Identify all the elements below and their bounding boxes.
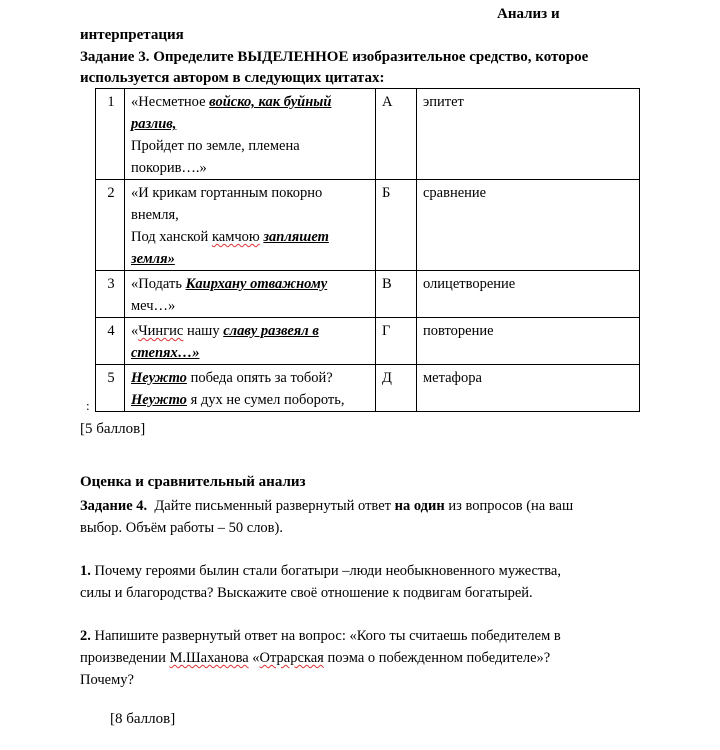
question-1: [80, 560, 635, 604]
quote-text: «Подать: [131, 276, 186, 292]
question-text: «: [248, 650, 260, 666]
table-row: [96, 89, 640, 180]
quote-text: покорив….»: [131, 160, 207, 176]
spellcheck-word: Чингис: [138, 323, 184, 339]
highlighted-phrase: войско, как буйный: [209, 94, 332, 110]
option-term: эпитет: [417, 89, 640, 180]
section-heading-right: Анализ и: [497, 6, 560, 22]
option-term: повторение: [417, 318, 640, 365]
task4-text: Дайте письменный развернутый ответ: [147, 498, 395, 514]
option-letter: Г: [376, 318, 417, 365]
highlighted-phrase: разлив,: [131, 116, 177, 132]
highlighted-phrase: Неужто: [131, 370, 187, 386]
row-number: 5: [96, 365, 125, 412]
quote-text: «Несметное: [131, 94, 210, 110]
option-term: метафора: [417, 365, 640, 412]
quote-cell: [125, 180, 376, 271]
task4-label: Задание 4.: [80, 498, 148, 514]
option-letter: Д: [376, 365, 417, 412]
quote-cell: [125, 318, 376, 365]
section-heading-left: интерпретация: [80, 27, 184, 43]
task3-score: [5 баллов]: [80, 421, 146, 437]
task4-paragraph: [80, 495, 635, 539]
question-text: Почему героями былин стали богатыри –люди необыкновенного мужества,: [90, 563, 561, 579]
spellcheck-word: Отрарская: [259, 650, 324, 666]
spellcheck-word: камчою: [211, 229, 260, 245]
task3-text-b: изобразительное средство, которое: [348, 49, 589, 65]
row-number: 2: [96, 180, 125, 271]
row-number: 1: [96, 89, 125, 180]
highlighted-phrase: славу развеял в: [223, 323, 319, 339]
option-letter: В: [376, 271, 417, 318]
task3-label: Задание 3.: [80, 49, 150, 65]
task4-score: [8 баллов]: [110, 711, 176, 727]
table-row: [96, 271, 640, 318]
option-letter: А: [376, 89, 417, 180]
quote-text: победа опять за тобой?: [186, 370, 333, 386]
question-text: поэма о побежденном победителе»?: [323, 650, 551, 666]
question-text: произведении: [80, 650, 170, 666]
row-number: 3: [96, 271, 125, 318]
question-text: Напишите развернутый ответ на вопрос: «Кого ты считаешь победителем в: [90, 628, 561, 644]
quote-cell: [125, 365, 376, 412]
quote-text: «: [131, 323, 139, 339]
task4-emphasis: на один: [394, 498, 445, 514]
question-number: 2.: [80, 628, 91, 644]
spellcheck-word: М.Шаханова: [169, 650, 249, 666]
task3-line2: используется автором в следующих цитатах:: [80, 70, 385, 86]
quote-text: я дух не сумел побороть,: [186, 392, 345, 408]
table-row: [96, 365, 640, 412]
highlighted-phrase: Каирхану отважному: [185, 276, 328, 292]
question-number: 1.: [80, 563, 91, 579]
option-term: олицетворение: [417, 271, 640, 318]
task3-heading: [80, 49, 588, 66]
task4-text: из вопросов (на ваш: [444, 498, 574, 514]
task3-text-a: Определите: [149, 49, 238, 65]
section2-title: Оценка и сравнительный анализ: [80, 474, 306, 490]
highlighted-phrase: степях…»: [131, 345, 200, 361]
quote-text: внемля,: [131, 207, 179, 223]
question-2: [80, 625, 635, 691]
highlighted-phrase: земля»: [131, 251, 175, 267]
task4-text: выбор. Объём работы – 50 слов).: [80, 520, 283, 536]
quote-cell: [125, 89, 376, 180]
option-letter: Б: [376, 180, 417, 271]
quote-text: нашу: [183, 323, 224, 339]
option-term: сравнение: [417, 180, 640, 271]
quote-text: меч…»: [131, 298, 176, 314]
matching-table: [95, 88, 640, 412]
quote-text: Пройдет по земле, племена: [131, 138, 300, 154]
highlighted-phrase: запляшет: [263, 229, 329, 245]
table-row: [96, 318, 640, 365]
quote-cell: [125, 271, 376, 318]
task3-caps: ВЫДЕЛЕННОЕ: [237, 49, 349, 65]
question-text: силы и благородства? Выскажите своё отношение к подвигам богатырей.: [80, 585, 533, 601]
stray-colon: :: [86, 398, 90, 413]
row-number: 4: [96, 318, 125, 365]
highlighted-phrase: Неужто: [131, 392, 187, 408]
quote-text: Под ханской: [131, 229, 212, 245]
table-row: [96, 180, 640, 271]
quote-text: «И крикам гортанным покорно: [131, 185, 323, 201]
question-text: Почему?: [80, 672, 134, 688]
